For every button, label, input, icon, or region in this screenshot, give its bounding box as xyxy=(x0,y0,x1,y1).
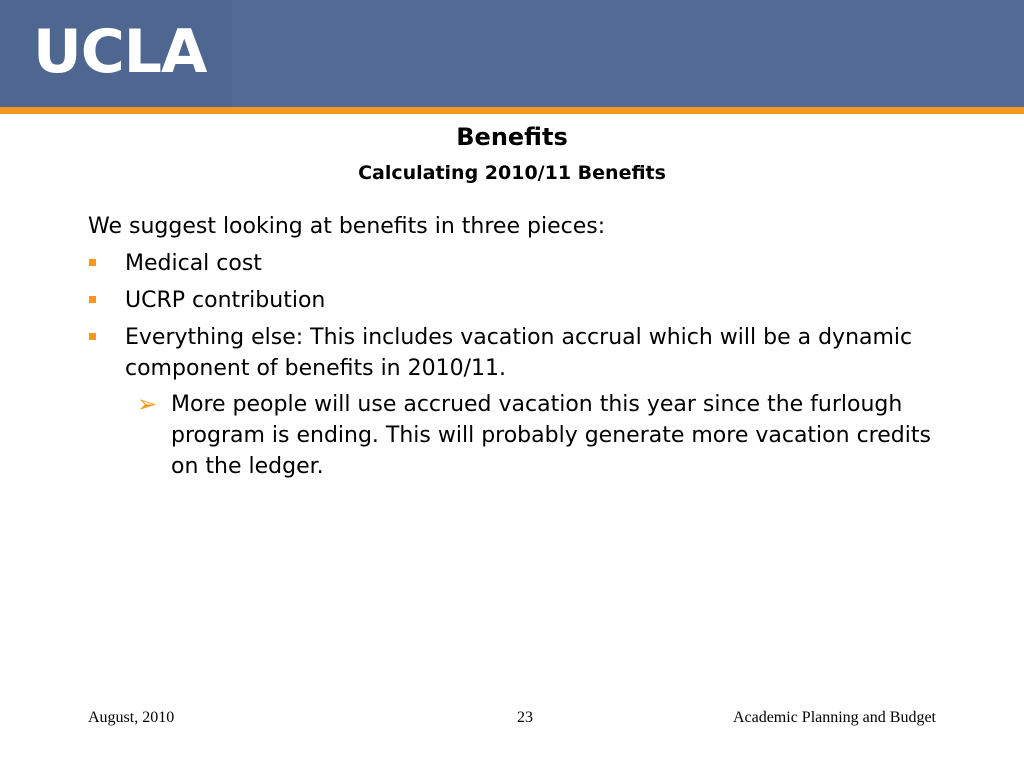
slide-subtitle: Calculating 2010/11 Benefits xyxy=(358,162,666,184)
intro-text: We suggest looking at benefits in three pieces: xyxy=(88,214,606,239)
bullet-text: Medical cost xyxy=(125,251,262,276)
bullet-text: Everything else: This includes vacation accrual which will be a dynamic component of benefits in 2010/11. xyxy=(125,325,913,381)
bullet-item xyxy=(88,248,948,279)
bullet-list xyxy=(88,248,948,482)
square-bullet-icon xyxy=(89,333,96,340)
bullet-text: UCRP contribution xyxy=(125,288,326,313)
sub-bullet-item xyxy=(125,389,948,482)
sub-bullet-text: More people will use accrued vacation this year since the furlough program is ending. This will probably generate more vacation credits on the ledger. xyxy=(171,392,931,479)
footer-page-number: 23 xyxy=(517,709,533,726)
arrow-bullet-icon: ➢ xyxy=(137,390,158,418)
slide-title: Benefits xyxy=(456,123,568,151)
footer-department: Academic Planning and Budget xyxy=(732,709,936,726)
sub-bullet-list xyxy=(125,389,948,482)
header-band xyxy=(0,0,1024,107)
bullet-item xyxy=(88,322,948,482)
square-bullet-icon xyxy=(89,296,96,303)
footer-date: August, 2010 xyxy=(88,709,175,726)
accent-divider xyxy=(0,107,1024,114)
logo-panel xyxy=(0,0,232,107)
slide-body xyxy=(88,211,948,488)
square-bullet-icon xyxy=(89,259,96,266)
ucla-logo: UCLA xyxy=(33,17,207,87)
bullet-item xyxy=(88,285,948,316)
